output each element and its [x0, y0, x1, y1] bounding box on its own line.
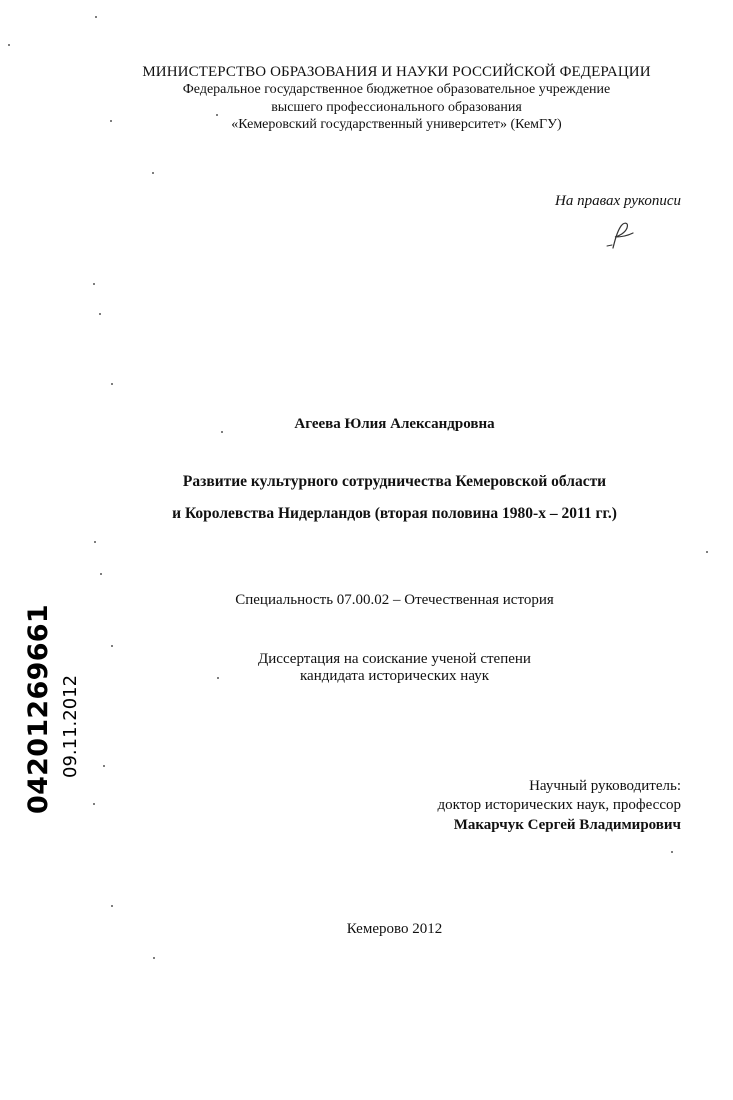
handwritten-signature-icon [603, 218, 637, 252]
scan-speck [93, 803, 95, 805]
scan-speck [93, 283, 95, 285]
scan-speck [111, 905, 113, 907]
specialty-line: Специальность 07.00.02 – Отечественная история [235, 592, 554, 608]
scan-speck [152, 172, 154, 174]
stamp-date: 09.11.2012 [60, 674, 81, 778]
institution-type: Федеральное государственное бюджетное образовательное учреждение [182, 82, 611, 97]
supervisor-name: Макарчук Сергей Владимирович [453, 817, 681, 833]
ministry-heading: МИНИСТЕРСТВО ОБРАЗОВАНИЯ И НАУКИ РОССИЙСКОЙ ФЕДЕРАЦИИ [142, 64, 651, 80]
supervisor-label: Научный руководитель: [529, 778, 681, 794]
dissertation-title-line-2: и Королевства Нидерландов (вторая половина 1980-х – 2011 гг.) [172, 505, 617, 522]
scan-speck [94, 541, 96, 543]
degree-line-2: кандидата исторических наук [299, 668, 490, 684]
scan-speck [221, 431, 223, 433]
university-name: «Кемеровский государственный университет» (КемГУ) [231, 117, 562, 132]
scan-speck [706, 551, 708, 553]
scan-speck [153, 957, 155, 959]
city-year: Кемерово 2012 [346, 921, 443, 937]
author-name: Агеева Юлия Александровна [294, 416, 495, 432]
scan-speck [217, 677, 219, 679]
education-level: высшего профессионального образования [271, 100, 522, 115]
scan-speck [216, 114, 218, 116]
dissertation-title-line-1: Развитие культурного сотрудничества Кемеровской области [182, 473, 607, 490]
scan-speck [8, 44, 10, 46]
supervisor-degree: доктор исторических наук, профессор [437, 797, 681, 813]
scan-speck [99, 313, 101, 315]
manuscript-note: На правах рукописи [555, 193, 681, 209]
scan-speck [671, 851, 673, 853]
scan-speck [95, 16, 97, 18]
scan-speck [111, 383, 113, 385]
scan-speck [110, 120, 112, 122]
scan-speck [111, 645, 113, 647]
scan-speck [100, 573, 102, 575]
degree-line-1: Диссертация на соискание ученой степени [258, 651, 531, 667]
stamp-number: 04201269661 [23, 604, 54, 814]
scan-speck [103, 765, 105, 767]
